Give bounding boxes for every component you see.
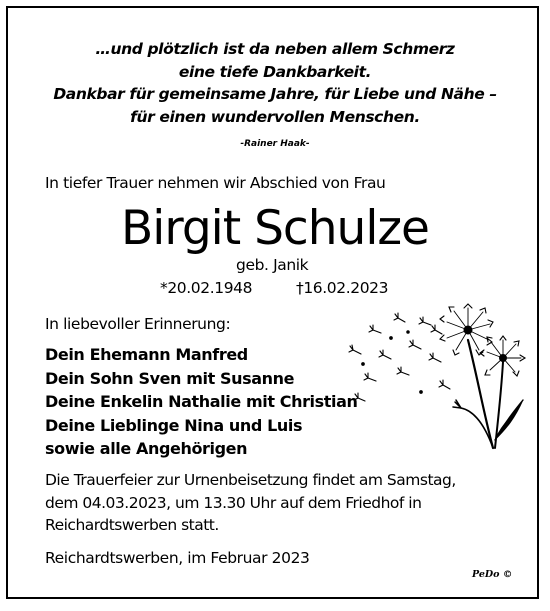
deceased-name: Birgit Schulze xyxy=(121,201,429,256)
mourner: Dein Sohn Sven mit Susanne xyxy=(45,368,295,388)
mourner: sowie alle Angehörigen xyxy=(45,439,248,458)
poem-line: für einen wundervollen Menschen. xyxy=(130,107,420,126)
poem-author: -Rainer Haak- xyxy=(240,139,310,149)
mourners-list xyxy=(45,343,357,461)
funeral-line: Die Trauerfeier zur Urnenbeisetzung findet am Samstag, xyxy=(45,471,456,489)
birth-date: *20.02.1948 xyxy=(160,279,253,297)
poem-line: …und plötzlich ist da neben allem Schmerz xyxy=(95,40,455,58)
mourner: Deine Enkelin Nathalie mit Christian xyxy=(45,392,358,411)
dandelion-illustration xyxy=(343,300,528,450)
poem-line: eine tiefe Dankbarkeit. xyxy=(178,62,372,81)
funeral-info xyxy=(45,469,456,537)
memory-label: In liebevoller Erinnerung: xyxy=(45,315,231,333)
funeral-line: dem 04.03.2023, um 13.30 Uhr auf dem Friedhof in xyxy=(45,493,422,512)
maiden-name: geb. Janik xyxy=(236,256,309,274)
place-date: Reichardtswerben, im Februar 2023 xyxy=(45,549,310,567)
death-date: †16.02.2023 xyxy=(296,279,389,297)
funeral-line: Reichardtswerben statt. xyxy=(45,516,219,534)
signature: PeDo © xyxy=(472,569,513,580)
mourner: Deine Lieblinge Nina und Luis xyxy=(45,415,303,435)
intro-text: In tiefer Trauer nehmen wir Abschied von Frau xyxy=(45,174,386,192)
poem-line: Dankbar für gemeinsame Jahre, für Liebe und Nähe – xyxy=(53,85,497,103)
mourner: Dein Ehemann Manfred xyxy=(45,345,248,364)
poem xyxy=(0,38,550,128)
